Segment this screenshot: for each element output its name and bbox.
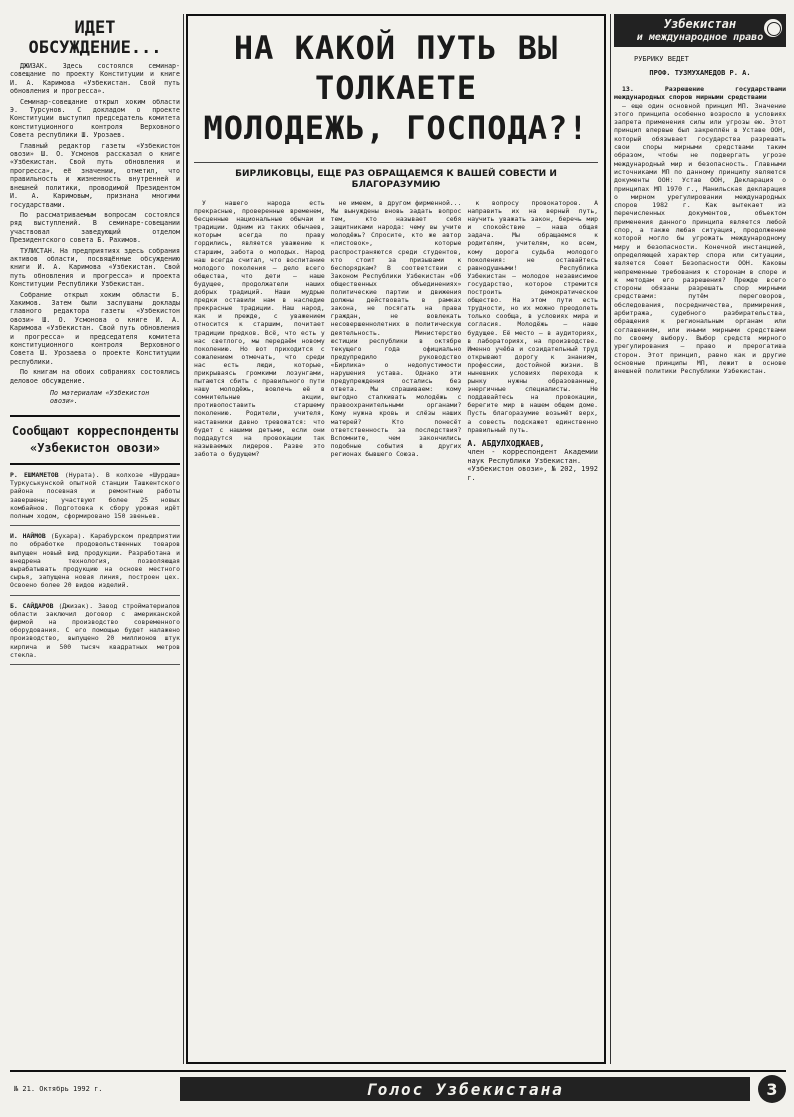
brief-author: Б. САЙДАРОВ: [10, 601, 54, 610]
page-footer: [10, 1070, 786, 1106]
article-column-1: [194, 199, 325, 1059]
law-section-title: 13. Разрешение государствами международных споров мирными средствами: [614, 85, 786, 102]
rubric-label: РУБРИКУ ВЕДЕТ: [634, 55, 689, 63]
article-columns: [194, 199, 598, 1059]
brief-place: (Нурата).: [64, 471, 100, 480]
main-article: [186, 14, 606, 1064]
brief-author: И. НАЙМОВ: [10, 532, 46, 541]
law-text: — еще один основной принцип МП. Значение этого принципа особенно возросло в условиях запрета применения силы или угрозы ею. Этот принцип впервые был закреплён в Уставе ООН, который обязывает государства разрешать свои споры мирными средствами таким образом, чтобы не подвергать угрозе международный мир и безопасность. Главными источниками МП по данному принципу являются документы ООН: Устав ООН, Декларация о принципах МП 1970 г., Манильская декларация о мирном урегулировании международных споров 1982 г. Как вытекает из перечисленных документов, объектом применения данного принципа является любой спор, а также любая ситуация, продолжение которой могло бы угрожать международному миру и безопасности. Конечной инстанцией, определяющей характер спора или ситуации, является Совет Безопасности ООН. Каковы непременные требования к сторонам в споре и к методам его разрешения? Прежде всего стороны обязаны разрешать спор мирными средствами: путём переговоров, обследования, посредничества, примирения, арбитража, судебного разбирательства, обращения к региональным органам или соглашениям, или иными мирными средствами по своему выбору. Выбор средств мирного урегулирования — право и прерогатива сторон. Этот принцип, равно как и другие основные принципы МП, лежит в основе внешней политики Республики Узбекистан.: [614, 101, 786, 376]
article-column-2: [331, 199, 462, 1059]
main-headline: [194, 28, 598, 148]
brief-author: Р. ЕШМАМЕТОВ: [10, 471, 59, 480]
rubric-title-line-2: и международное право: [636, 32, 764, 43]
law-article: [614, 85, 786, 1015]
left-paragraph: По рассматриваемым вопросам состоялся ряд выступлений. В семинаре-совещании участвовал заведующий отделом Президентского совета Б. Рахимов.: [10, 210, 180, 245]
column-divider: [610, 14, 611, 1064]
left-article: [10, 62, 180, 385]
page-number: 3: [758, 1075, 786, 1103]
left-kicker: ИДЕТ ОБСУЖДЕНИЕ...: [28, 18, 162, 58]
left-paragraph: ТУЛИСТАН. На предприятиях здесь собрания активов области, посвящённые обсуждению книги И. А. Каримова «Узбекистан. Свой путь обновления и прогресса» и проекта Конституции Республики Узбекистан.: [10, 246, 180, 289]
issue-number: № 21. Октябрь 1992 г.: [14, 1085, 103, 1093]
news-brief: [10, 471, 180, 526]
article-byline: [467, 440, 598, 483]
newspaper-masthead: Голос Узбекистана: [180, 1077, 750, 1101]
headline-line-1: НА КАКОЙ ПУТЬ ВЫ ТОЛКАЕТЕ: [233, 29, 559, 107]
left-paragraph: Главный редактор газеты «Узбекистон овози» Ш. О. Усмонов рассказал о книге «Узбекистан. Свой путь обновления и прогресса», её значении, отметил, что правильность и жизненность внутренней и внешней политики, проводимой Президентом И. А. Каримовым, признана многими государствами.: [10, 141, 180, 209]
left-paragraph: Семинар-совещание открыл хоким области Э. Турсунов. С докладом о проекте Конституции выступил председатель комитета конституционного контроля Верховного Совета республики Ш. Урозаев.: [10, 97, 180, 140]
article-column-3: [467, 199, 598, 1059]
left-paragraph: По книгам на обоих собраниях состоялись деловое обсуждение.: [10, 368, 180, 385]
brief-text: Завод стройматериалов области заключил договор с американской фирмой на производство современного оборудования. С его помощью будет налажено производство, выпущено 20 миллионов штук кирпича и 500 тысяч квадратных метров стекла.: [10, 601, 180, 659]
news-brief: [10, 532, 180, 595]
left-paragraph: ДЖИЗАК. Здесь состоялся семинар-совещание по проекту Конституции и книге И. А. Каримова «Узбекистан. Свой путь обновления и прогресса».: [10, 62, 180, 96]
brief-place: (Бухара).: [50, 532, 86, 541]
left-column: [10, 14, 180, 1064]
headline-line-2: МОЛОДЕЖЬ, ГОСПОДА?!: [203, 109, 589, 147]
article-text: У нашего народа есть прекрасные, проверенные временем, бесценные национальные обычаи и традиции. Одним из таких обычаев, которым всегда по праву гордились, является уважение к старшим, забота о молодых. Народ наш всегда считал, что воспитание молодого поколения — дело всего общества, что дети — наше будущее, продолжатели наших добрых традиций. Наши мудрые предки оставили нам в наследие прекрасные традиции. Наш народ, как и прежде, с уважением относится к старшим, почитает традиции предков. Всё, что есть у нас светлого, мы передаём новому поколению. Но вот приходится с сожалением отмечать, что среди нас есть люди, которые, прикрываясь громкими лозунгами, пытаются сбить с правильного пути нашу молодёжь, вовлечь её в сомнительные акции, противопоставить старшему поколению. Родители, учителя, наставники давно тревожатся: что будет с нашими детьми, если они поддадутся на провокации так называемых лидеров. Разве это забота о будущем?: [194, 199, 325, 458]
right-column: [614, 14, 786, 1064]
rubric-author: ПРОФ. ТУЗМУХАМЕДОВ Р. А.: [649, 69, 751, 77]
brief-place: (Джизак).: [58, 601, 94, 610]
column-divider: [183, 14, 184, 1064]
article-text: не имеем, в другом фирменной... Мы вынуждены вновь задать вопрос тем, кто называет себя защитниками народа: чему вы учите молодёжь? Спросите, кто же автор «листовок», которые распространяются среди студентов, кто стоит за призывами к беспорядкам? В соответствии с Законом Республики Узбекистан «Об общественных объединениях» политические партии и движения должны действовать в рамках закона, не посягать на права граждан, не вовлекать несовершеннолетних в политическую деятельность. Министерство юстиции республики в октябре текущего года официально предупредило руководство «Бирлика» о недопустимости нарушения устава. Однако эти предупреждения остались без ответа. Мы спрашиваем: кому выгодно сталкивать молодёжь с правоохранительными органами? Кому нужна кровь и слёзы наших матерей? Кто понесёт ответственность за последствия? Вспомните, чем закончились подобные события в других регионах бывшего Союза.: [330, 199, 462, 458]
byline-role: член - корреспондент Академии наук Республики Узбекистан.: [467, 448, 599, 465]
globe-icon: [762, 17, 784, 39]
correspondents-heading: Сообщают корреспонденты «Узбекистон овози»: [10, 415, 180, 465]
news-brief: [10, 602, 180, 665]
brief-text: В колхозе «Шурдаш» Туркуськунской опытной станции Ташкентского района посевная и ремонтные работы завершены; участвуют более 25 новых комбайнов. Подготовка к сбору урожая идёт полным ходом, сформировано 150 звеньев.: [10, 471, 180, 521]
rubric-title-line-1: Узбекистан: [663, 17, 737, 31]
article-subheading: БИРЛИКОВЦЫ, ЕЩЕ РАЗ ОБРАЩАЕМСЯ К ВАШЕЙ СОВЕСТИ И БЛАГОРАЗУМИЮ: [194, 162, 598, 191]
byline-source: «Узбекистон овози», № 202, 1992 г.: [467, 465, 599, 482]
rubric-title: [614, 14, 786, 47]
rubric-banner: [614, 14, 786, 47]
brief-text: Карабурском предприятии по обработке продовольственных товаров выпущен новый вид продукции. Разработана и внедрена технология, позволяющая вырабатывать продукцию на основе местного сырья, запущена новая линия, построен цех. Освоено более 20 видов изделий.: [10, 532, 180, 590]
left-signoff: По материалам «Узбекистон овози».: [50, 389, 150, 406]
article-text: к вопросу провокаторов. А направить их на верный путь, научить уважать закон, беречь мир и спокойствие — наша общая задача. Мы обращаемся к родителям, учителям, ко всем, кому дорога судьба молодого поколения: не оставайтесь равнодушными! Республика Узбекистан — молодое независимое государство, которое стремится построить демократическое общество. На этом пути есть трудности, но их можно преодолеть только сообща, в условиях мира и согласия. Молодёжь — наше будущее. Её место — в аудиториях, в лабораториях, на производстве. Именно учёба и созидательный труд открывают дорогу к знаниям, профессии, достойной жизни. В нынешних условиях перехода к рынку нужны образованные, энергичные специалисты. Не поддавайтесь на провокации, берегите мир в нашем общем доме. Пусть благоразумие возьмёт верх, а совесть подскажет единственно правильный путь.: [467, 199, 599, 434]
left-paragraph: Собрание открыл хоким области Б. Хакимов. Затем были заслушаны доклады главного редактора газеты «Узбекистон овози» Ш. О. Усмонова о книге И. А. Каримова «Узбекистан. Свой путь обновления и прогресса» и председателя комитета конституционного контроля Верховного Совета Ш. Урозаева о проекте Конституции республики.: [10, 290, 180, 366]
byline-name: А. АБДУЛХОДЖАЕВ,: [467, 438, 545, 448]
